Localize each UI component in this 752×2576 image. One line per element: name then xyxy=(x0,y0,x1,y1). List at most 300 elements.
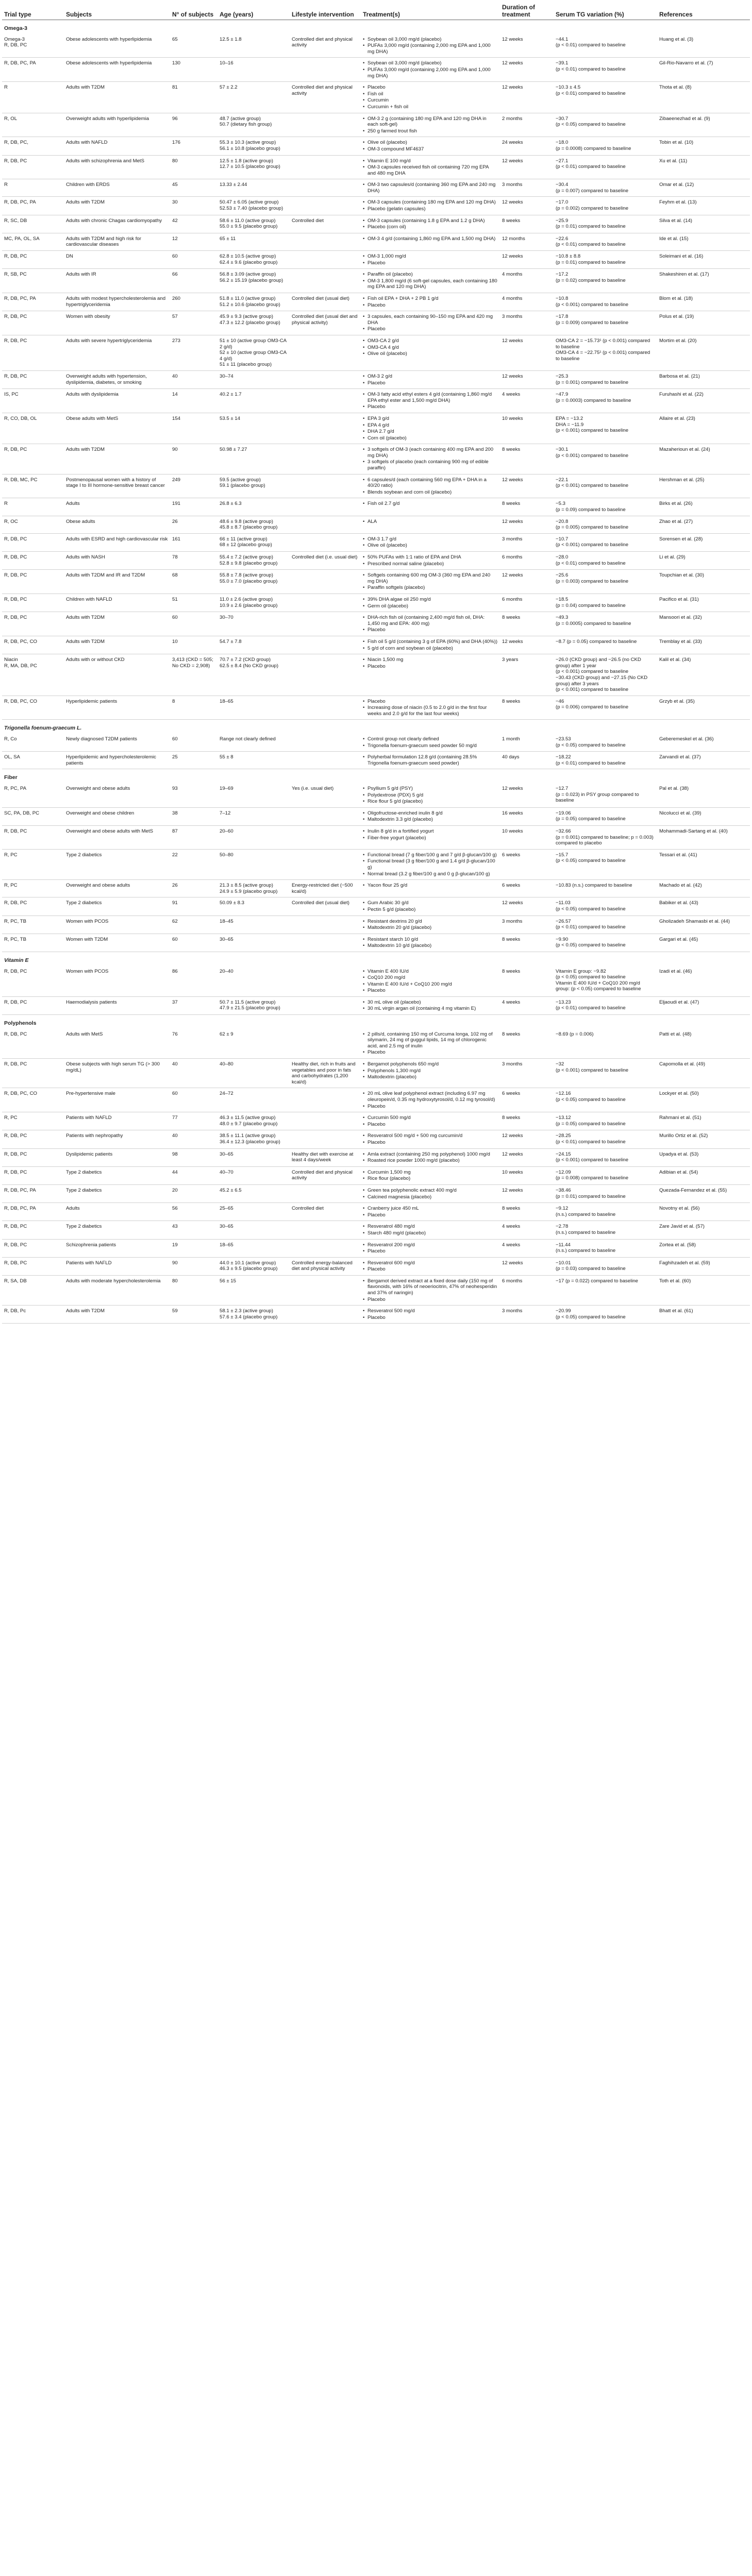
subjects-cell xyxy=(64,880,170,897)
treatment-item: • 30 mL olive oil (placebo) xyxy=(363,999,498,1006)
subjects-cell xyxy=(64,826,170,850)
treatments-cell xyxy=(361,269,500,293)
treatments-cell xyxy=(361,734,500,752)
reference-cell xyxy=(657,1306,750,1324)
cell-text: 6 weeks xyxy=(502,883,521,889)
lifestyle-cell xyxy=(290,807,361,825)
cell-text: R, DB, Pc xyxy=(4,1308,26,1314)
reference-cell xyxy=(657,594,750,612)
treatment-item: • Maltodextrin 3.3 g/d (placebo) xyxy=(363,817,498,823)
trial-type-cell xyxy=(2,474,64,498)
trial-type-cell xyxy=(2,413,64,444)
cell-text: 12 weeks xyxy=(502,518,523,524)
table-row xyxy=(2,251,750,269)
lifestyle-cell xyxy=(290,612,361,636)
cell-text: Newly diagnosed T2DM patients xyxy=(66,736,137,742)
subjects-cell xyxy=(64,1306,170,1324)
treatment-item: • Fish oil xyxy=(363,91,498,97)
lifestyle-cell xyxy=(290,82,361,113)
age-cell xyxy=(218,233,290,250)
trial-type-cell xyxy=(2,82,64,113)
table-row xyxy=(2,1257,750,1275)
treatment-item: • 39% DHA algae oil 250 mg/d xyxy=(363,597,498,603)
table-row xyxy=(2,594,750,612)
cell-text: Bhatt et al. (61) xyxy=(659,1308,693,1314)
duration-cell xyxy=(500,966,554,997)
treatment-item: • Polydextrose (PDX) 5 g/d xyxy=(363,792,498,799)
tg-variation-cell xyxy=(554,612,657,636)
treatment-list xyxy=(363,1061,498,1080)
reference-cell xyxy=(657,1275,750,1305)
cell-text: 78 xyxy=(172,554,178,560)
treatment-item: • OM-3 2 g/d xyxy=(363,374,498,380)
subject-count-cell xyxy=(170,612,218,636)
cell-text: −17.2 (p = 0.02) compared to baseline xyxy=(556,272,626,283)
reference-cell xyxy=(657,370,750,388)
lifestyle-cell xyxy=(290,370,361,388)
cell-text: 70.7 ± 7.2 (CKD group) 62.5 ± 8.4 (No CKD group) xyxy=(220,657,279,669)
treatment-item: • Placebo xyxy=(363,84,498,91)
cell-text: 8 weeks xyxy=(502,936,521,942)
duration-cell xyxy=(500,1166,554,1184)
treatment-item: • Blends soybean and corn oil (placebo) xyxy=(363,489,498,496)
cell-text: 3 months xyxy=(502,918,523,924)
cell-text: R, CO, DB, OL xyxy=(4,415,37,421)
cell-text: Range not clearly defined xyxy=(220,736,276,742)
age-cell xyxy=(218,1275,290,1305)
reference-cell xyxy=(657,570,750,594)
subject-count-cell xyxy=(170,82,218,113)
lifestyle-cell xyxy=(290,1306,361,1324)
treatment-item: • Roasted rice powder 1000 mg/d (placebo) xyxy=(363,1158,498,1164)
cell-text: Izadi et al. (46) xyxy=(659,968,692,974)
cell-text: R, DB, PC xyxy=(4,968,27,974)
tg-variation-cell xyxy=(554,807,657,825)
cell-text: 56 xyxy=(172,1206,178,1212)
treatment-item: • 6 capsules/d (each containing 560 mg EPA + DHA in a 40/20 ratio) xyxy=(363,477,498,489)
age-cell xyxy=(218,1088,290,1112)
cell-text: Murillo Ortiz et al. (52) xyxy=(659,1133,708,1139)
column-header-subjects: Subjects xyxy=(64,2,170,20)
age-cell xyxy=(218,552,290,570)
cell-text: 12.5 ± 1.8 (active group) 12.7 ± 10.5 (placebo group) xyxy=(220,158,280,170)
tg-variation-cell xyxy=(554,155,657,179)
treatment-item: • Fiber-free yogurt (placebo) xyxy=(363,835,498,841)
treatment-item: • Cranberry juice 450 mL xyxy=(363,1206,498,1212)
trial-type-cell xyxy=(2,311,64,335)
table-row xyxy=(2,155,750,179)
cell-text: Women with PCOS xyxy=(66,918,109,924)
table-row xyxy=(2,849,750,879)
cell-text: R, DB, PC xyxy=(4,1260,27,1266)
treatment-item: • Fish oil 2.7 g/d xyxy=(363,501,498,507)
cell-text: 6 months xyxy=(502,1278,523,1284)
subject-count-cell xyxy=(170,934,218,952)
treatment-item: • Placebo xyxy=(363,627,498,633)
cell-text: Hyperlipidemic and hypercholesterolemic patients xyxy=(66,754,156,766)
cell-text: R, DB, PC xyxy=(4,536,27,542)
subjects-cell xyxy=(64,849,170,879)
subject-count-cell xyxy=(170,251,218,269)
subjects-cell xyxy=(64,82,170,113)
subject-count-cell xyxy=(170,215,218,233)
age-cell xyxy=(218,783,290,807)
treatment-list xyxy=(363,615,498,633)
trial-type-cell xyxy=(2,654,64,696)
table-row xyxy=(2,570,750,594)
trial-type-cell xyxy=(2,516,64,533)
subjects-cell xyxy=(64,807,170,825)
tg-variation-cell xyxy=(554,1306,657,1324)
treatment-item: • Rice flour 5 g/d (placebo) xyxy=(363,799,498,805)
age-cell xyxy=(218,311,290,335)
cell-text: −32.66 (p = 0.001) compared to baseline; p = 0.003) compared to placebo xyxy=(556,828,654,846)
cell-text: Overweight and obese children xyxy=(66,810,135,816)
cell-text: 87 xyxy=(172,828,178,834)
cell-text: R xyxy=(4,501,8,507)
tg-variation-cell xyxy=(554,1275,657,1305)
age-cell xyxy=(218,82,290,113)
cell-text: Controlled diet (usual diet) xyxy=(292,296,349,301)
cell-text: R, SB, PC xyxy=(4,272,27,278)
subject-count-cell xyxy=(170,34,218,58)
tg-variation-cell xyxy=(554,293,657,311)
subjects-cell xyxy=(64,916,170,934)
trial-type-cell xyxy=(2,1221,64,1239)
cell-text: Type 2 diabetics xyxy=(66,1224,102,1230)
duration-cell xyxy=(500,516,554,533)
treatment-item: • Resveratrol 500 mg/d + 500 mg curcumin/d xyxy=(363,1133,498,1139)
tg-variation-cell xyxy=(554,474,657,498)
cell-text: −32 (p < 0.001) compared to baseline xyxy=(556,1061,629,1073)
treatments-cell xyxy=(361,552,500,570)
subject-count-cell xyxy=(170,966,218,997)
tg-variation-cell xyxy=(554,654,657,696)
treatment-list xyxy=(363,84,498,110)
subject-count-cell xyxy=(170,233,218,250)
cell-text: 6 weeks xyxy=(502,852,521,858)
cell-text: Soleimani et al. (16) xyxy=(659,253,704,260)
table-row xyxy=(2,82,750,113)
table-row xyxy=(2,1239,750,1257)
section-header-row xyxy=(2,1015,750,1029)
trial-type-cell xyxy=(2,1184,64,1202)
cell-text: −23.53 (p < 0.05) compared to baseline xyxy=(556,736,626,748)
treatment-item: • Placebo xyxy=(363,988,498,994)
cell-text: 4 weeks xyxy=(502,1224,521,1230)
treatments-cell xyxy=(361,826,500,850)
trial-type-cell xyxy=(2,570,64,594)
age-cell xyxy=(218,389,290,413)
cell-text: R, DB, PC, PA xyxy=(4,199,36,206)
treatment-list xyxy=(363,314,498,332)
table-row xyxy=(2,413,750,444)
reference-cell xyxy=(657,1112,750,1130)
column-header-subject-count: N° of subjects xyxy=(170,2,218,20)
treatment-list xyxy=(363,199,498,212)
cell-text: R, DB, PC xyxy=(4,1031,27,1037)
tg-variation-cell xyxy=(554,251,657,269)
cell-text: −17.0 (p = 0.002) compared to baseline xyxy=(556,199,629,212)
table-row xyxy=(2,696,750,720)
treatment-item: • Placebo xyxy=(363,404,498,410)
tg-variation-cell xyxy=(554,137,657,155)
trial-type-cell xyxy=(2,1306,64,1324)
treatment-item: • DHA 2.7 g/d xyxy=(363,429,498,435)
table-row xyxy=(2,826,750,850)
age-cell xyxy=(218,444,290,474)
treatment-item: • Soybean oil 3,000 mg/d (placebo) xyxy=(363,60,498,66)
trial-type-cell xyxy=(2,389,64,413)
cell-text: Gil-Rio-Navarro et al. (7) xyxy=(659,60,713,66)
trial-type-cell xyxy=(2,696,64,720)
cell-text: 24 weeks xyxy=(502,140,523,146)
treatment-item: • Placebo xyxy=(363,380,498,386)
cell-text: Gargari et al. (45) xyxy=(659,936,698,942)
age-cell xyxy=(218,1257,290,1275)
treatments-cell xyxy=(361,533,500,551)
subject-count-cell xyxy=(170,826,218,850)
age-cell xyxy=(218,197,290,215)
tg-variation-cell xyxy=(554,1059,657,1088)
section-title: Fiber xyxy=(4,774,18,781)
cell-text: −38.46 (p = 0.01) compared to baseline xyxy=(556,1187,626,1199)
table-row xyxy=(2,370,750,388)
age-cell xyxy=(218,1306,290,1324)
table-row xyxy=(2,58,750,82)
cell-text: −5.3 (p = 0.09) compared to baseline xyxy=(556,501,626,513)
treatment-item: • EPA 3 g/d xyxy=(363,416,498,422)
cell-text: −26.0 (CKD group) and −26.5 (no CKD group) after 1 year (p < 0.001) compared to baseline −30.43 (CKD group) and −27.15 (No CKD group) after 3 years (p < 0.001) compared to baseline xyxy=(556,657,648,693)
age-cell xyxy=(218,734,290,752)
cell-text: 50.98 ± 7.27 xyxy=(220,447,247,453)
column-header-age: Age (years) xyxy=(218,2,290,20)
cell-text: 4 weeks xyxy=(502,392,521,398)
cell-text: 4 months xyxy=(502,296,523,301)
cell-text: OL, SA xyxy=(4,754,20,760)
cell-text: Children with ERDS xyxy=(66,182,110,188)
cell-text: 12 weeks xyxy=(502,84,523,91)
subject-count-cell xyxy=(170,1275,218,1305)
table-row xyxy=(2,897,750,916)
treatment-item: • Softgels containing 600 mg OM-3 (360 mg EPA and 240 mg DHA) xyxy=(363,572,498,584)
reference-cell xyxy=(657,389,750,413)
table-row xyxy=(2,1148,750,1166)
subjects-cell xyxy=(64,233,170,250)
tg-variation-cell xyxy=(554,179,657,197)
treatment-item: • Niacin 1,500 mg xyxy=(363,657,498,663)
treatment-item: • Resveratrol 480 mg/d xyxy=(363,1224,498,1230)
age-cell xyxy=(218,636,290,654)
table-body xyxy=(2,20,750,1324)
treatments-cell xyxy=(361,783,500,807)
treatment-item: • Placebo xyxy=(363,1122,498,1128)
cell-text: Obese adolescents with hyperlipidemia xyxy=(66,60,152,66)
column-header-tg-variation: Serum TG variation (%) xyxy=(554,2,657,20)
tg-variation-cell xyxy=(554,636,657,654)
subjects-cell xyxy=(64,570,170,594)
tg-variation-cell xyxy=(554,897,657,916)
cell-text: Controlled diet and physical activity xyxy=(292,84,353,96)
trial-type-cell xyxy=(2,155,64,179)
trial-type-cell xyxy=(2,1203,64,1221)
cell-text: Patients with NAFLD xyxy=(66,1115,112,1121)
cell-text: Women with obesity xyxy=(66,314,110,320)
trial-type-cell xyxy=(2,934,64,952)
cell-text: 60 xyxy=(172,615,178,621)
treatments-cell xyxy=(361,1088,500,1112)
treatment-item: • Maltodextrin 20 g/d (placebo) xyxy=(363,925,498,931)
tg-variation-cell xyxy=(554,1088,657,1112)
cell-text: Adibian et al. (54) xyxy=(659,1169,698,1175)
cell-text: 54.7 ± 7.8 xyxy=(220,638,242,645)
lifestyle-cell xyxy=(290,1221,361,1239)
cell-text: Controlled diet and physical activity xyxy=(292,36,353,48)
trial-type-cell xyxy=(2,179,64,197)
duration-cell xyxy=(500,34,554,58)
subject-count-cell xyxy=(170,1239,218,1257)
reference-cell xyxy=(657,696,750,720)
subject-count-cell xyxy=(170,916,218,934)
cell-text: Patients with NAFLD xyxy=(66,1260,112,1266)
cell-text: Type 2 diabetics xyxy=(66,1187,102,1193)
duration-cell xyxy=(500,413,554,444)
reference-cell xyxy=(657,233,750,250)
subject-count-cell xyxy=(170,570,218,594)
reference-cell xyxy=(657,311,750,335)
treatment-item: • Soybean oil 3,000 mg/d (placebo) xyxy=(363,37,498,43)
cell-text: 38.5 ± 11.1 (active group) 36.4 ± 12.3 (placebo group) xyxy=(220,1133,280,1145)
cell-text: −10.3 ± 4.5 (p < 0.01) compared to baseline xyxy=(556,84,626,96)
treatments-cell xyxy=(361,996,500,1014)
section-header-row xyxy=(2,20,750,34)
duration-cell xyxy=(500,311,554,335)
trial-type-cell xyxy=(2,215,64,233)
treatment-item: • Rice flour (placebo) xyxy=(363,1176,498,1182)
treatments-cell xyxy=(361,413,500,444)
age-cell xyxy=(218,897,290,916)
reference-cell xyxy=(657,897,750,916)
cell-text: Obese adolescents with hyperlipidemia xyxy=(66,36,152,42)
treatment-item: • Normal bread (3.2 g fiber/100 g and 0 g β-glucan/100 g) xyxy=(363,871,498,877)
reference-cell xyxy=(657,1184,750,1202)
cell-text: Mortim et al. (20) xyxy=(659,337,697,344)
lifestyle-cell xyxy=(290,783,361,807)
treatment-item: • Functional bread (3 g fiber/100 g and 1.4 g/d β-glucan/100 g) xyxy=(363,858,498,870)
subject-count-cell xyxy=(170,654,218,696)
cell-text: −12.09 (p = 0.008) compared to baseline xyxy=(556,1169,629,1181)
trial-type-cell xyxy=(2,533,64,551)
subject-count-cell xyxy=(170,1148,218,1166)
age-cell xyxy=(218,934,290,952)
cell-text: −30.7 (p < 0.05) compared to baseline xyxy=(556,115,626,128)
treatment-item: • EPA 4 g/d xyxy=(363,422,498,429)
cell-text: 55.3 ± 10.3 (active group) 56.1 ± 10.8 (placebo group) xyxy=(220,140,280,151)
cell-text: Adults with T2DM xyxy=(66,84,105,91)
subject-count-cell xyxy=(170,413,218,444)
reference-cell xyxy=(657,137,750,155)
treatment-item: • DHA-rich fish oil (containing 2,400 mg/d fish oil, DHA: 1,450 mg and EPA: 400 mg) xyxy=(363,615,498,626)
table-row xyxy=(2,612,750,636)
reference-cell xyxy=(657,335,750,370)
reference-cell xyxy=(657,612,750,636)
tg-variation-cell xyxy=(554,966,657,997)
table-row xyxy=(2,1088,750,1112)
subject-count-cell xyxy=(170,293,218,311)
cell-text: Women with PCOS xyxy=(66,968,109,974)
subject-count-cell xyxy=(170,113,218,137)
trial-type-cell xyxy=(2,880,64,897)
cell-text: Yes (i.e. usual diet) xyxy=(292,786,334,792)
tg-variation-cell xyxy=(554,311,657,335)
lifestyle-cell xyxy=(290,516,361,533)
cell-text: Nicolucci et al. (39) xyxy=(659,810,701,816)
table-row xyxy=(2,233,750,250)
cell-text: 12 weeks xyxy=(502,60,523,66)
duration-cell xyxy=(500,570,554,594)
lifestyle-cell xyxy=(290,552,361,570)
cell-text: −25.3 (p = 0.001) compared to baseline xyxy=(556,373,629,385)
subjects-cell xyxy=(64,1148,170,1166)
subjects-cell xyxy=(64,335,170,370)
treatment-item: • 2 pills/d, containing 150 mg of Curcuma longa, 102 mg of silymarin, 24 mg of guggul lipids, 14 mg of chlorogenic acid, and 2.5 mg of inulin xyxy=(363,1031,498,1049)
cell-text: 4 weeks xyxy=(502,1242,521,1248)
age-cell xyxy=(218,966,290,997)
reference-cell xyxy=(657,197,750,215)
duration-cell xyxy=(500,1184,554,1202)
cell-text: −17.8 (p = 0.009) compared to baseline xyxy=(556,314,629,326)
treatment-item: • Olive oil (placebo) xyxy=(363,351,498,357)
lifestyle-cell xyxy=(290,179,361,197)
table-row xyxy=(2,783,750,807)
subjects-cell xyxy=(64,533,170,551)
cell-text: R, DB, PC xyxy=(4,615,27,621)
cell-text: 50.09 ± 8.3 xyxy=(220,900,244,906)
cell-text: R, DB, PC, CO xyxy=(4,1091,37,1097)
table-row xyxy=(2,335,750,370)
treatment-item: • OM-3 two capsules/d (containing 360 mg EPA and 240 mg DHA) xyxy=(363,182,498,194)
duration-cell xyxy=(500,1203,554,1221)
cell-text: R, DB, PC xyxy=(4,554,27,560)
treatment-item: • Placebo xyxy=(363,1104,498,1110)
cell-text: Ide et al. (15) xyxy=(659,235,689,242)
cell-text: Patti et al. (48) xyxy=(659,1031,692,1037)
treatment-item: • Fish oil 5 g/d (containing 3 g of EPA (60%) and DHA (40%)) xyxy=(363,639,498,645)
treatment-list xyxy=(363,1031,498,1056)
cell-text: 51 ± 10 (active group OM3-CA 2 g/d) 52 ± 10 (active group OM3-CA 4 g/d) 51 ± 11 (placebo group) xyxy=(220,337,287,368)
subjects-cell xyxy=(64,413,170,444)
table-row xyxy=(2,516,750,533)
age-cell xyxy=(218,654,290,696)
lifestyle-cell xyxy=(290,966,361,997)
treatment-item: • Resveratrol 600 mg/d xyxy=(363,1260,498,1266)
subjects-cell xyxy=(64,1029,170,1059)
treatments-cell xyxy=(361,1221,500,1239)
cell-text: 4 months xyxy=(502,272,523,278)
age-cell xyxy=(218,916,290,934)
tg-variation-cell xyxy=(554,1203,657,1221)
table-row xyxy=(2,1306,750,1324)
treatment-item: • Trigonella foenum-graecum seed powder 50 mg/d xyxy=(363,743,498,749)
subject-count-cell xyxy=(170,1306,218,1324)
cell-text: Postmenopausal women with a history of stage I to III hormone-sensitive breast cancer xyxy=(66,477,165,489)
cell-text: 60 xyxy=(172,253,178,260)
subjects-cell xyxy=(64,311,170,335)
cell-text: 30–65 xyxy=(220,936,233,942)
cell-text: Machado et al. (42) xyxy=(659,883,702,889)
treatments-cell xyxy=(361,916,500,934)
cell-text: Niacin R, MA, DB, PC xyxy=(4,657,37,669)
